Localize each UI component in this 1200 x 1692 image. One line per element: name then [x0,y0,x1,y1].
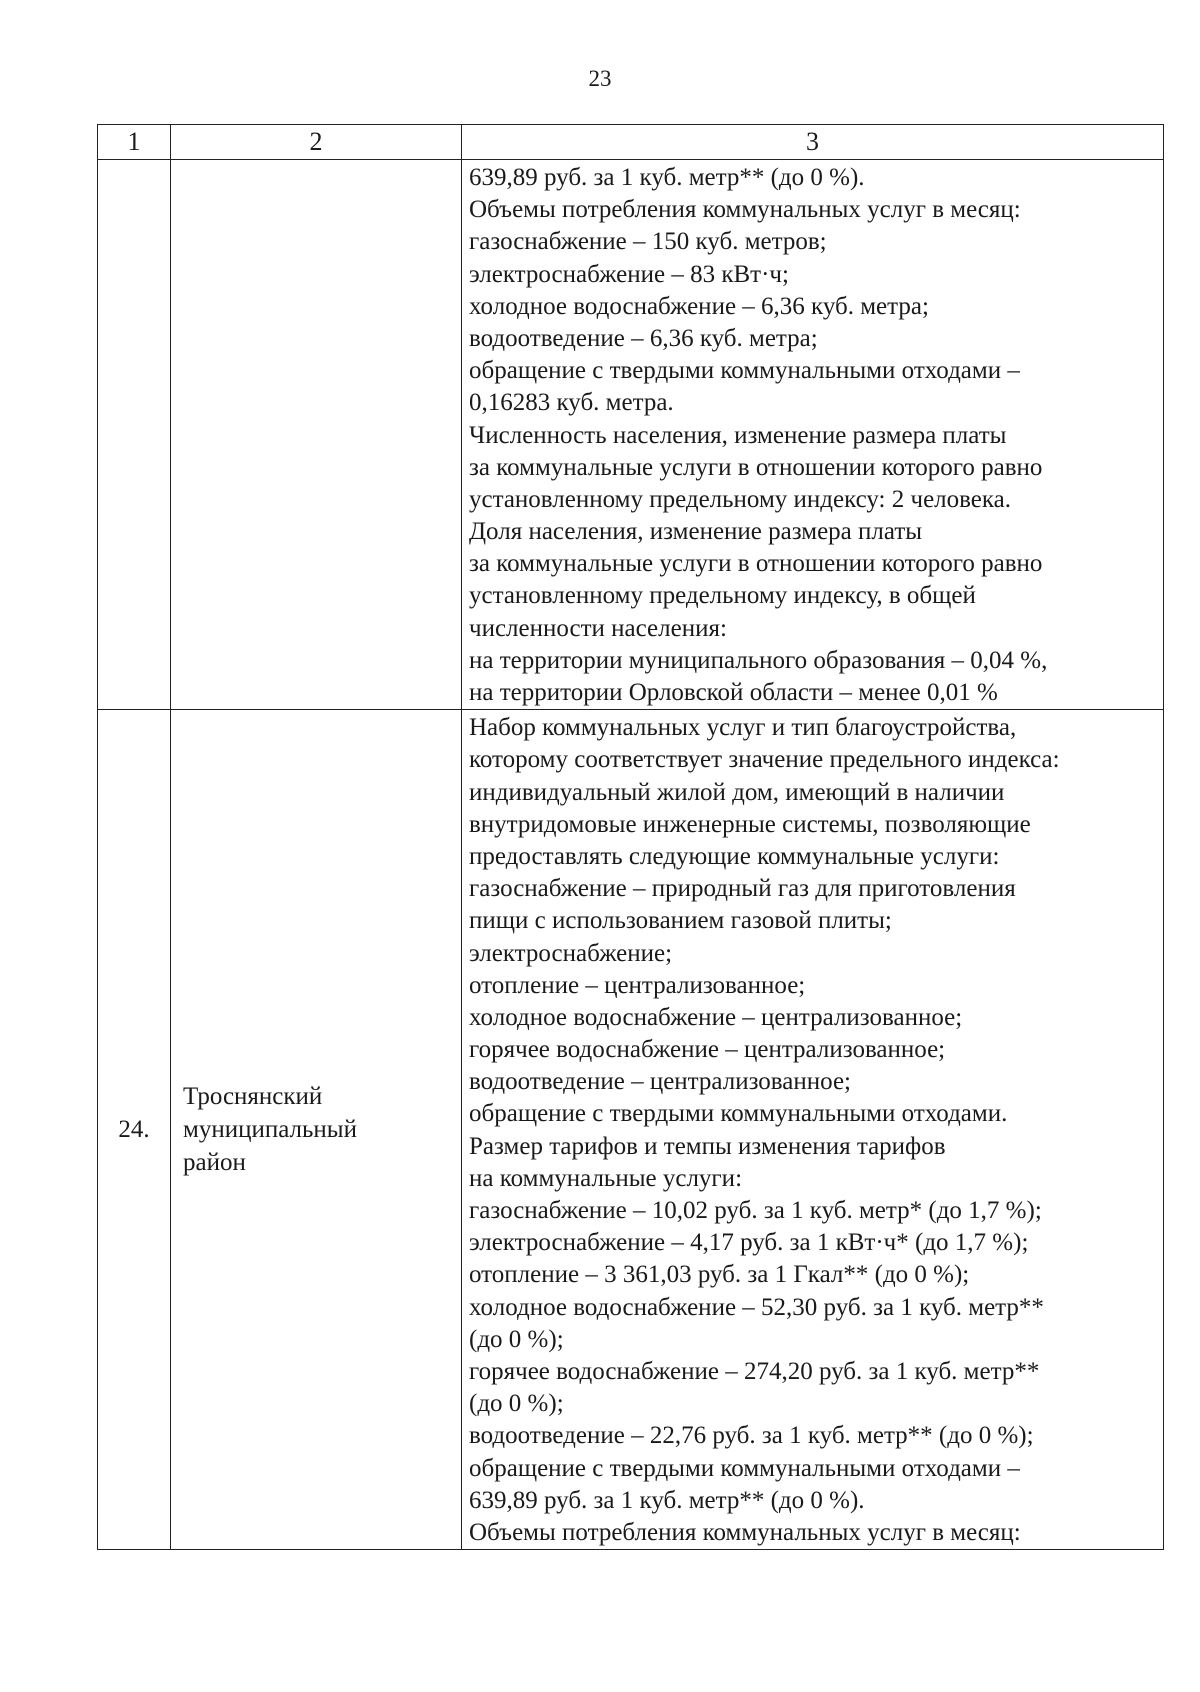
row-number-cell [98,160,171,710]
column-header-1: 1 [98,125,171,160]
text-line: холодное водоснабжение – 52,30 руб. за 1 куб. метр** [469,1293,1044,1321]
column-header-3: 3 [462,125,1164,160]
text-line: (до 0 %); [469,1390,564,1418]
text-line: Объемы потребления коммунальных услуг в месяц: [469,1518,1021,1546]
text-line: Численность населения, изменение размера платы [469,421,1007,449]
municipality-name-line: муниципальный [183,1116,357,1144]
text-line: Размер тарифов и темпы изменения тарифов [469,1132,946,1160]
text-line: за коммунальные услуги в отношении которого равно [469,453,1043,481]
text-line: 0,16283 куб. метра. [469,389,674,417]
text-line: (до 0 %); [469,1325,564,1353]
text-line: холодное водоснабжение – 6,36 куб. метра; [469,292,929,320]
text-line: установленному предельному индексу, в общей [469,582,976,610]
text-line: 639,89 руб. за 1 куб. метр** (до 0 %). [469,1486,865,1514]
table-row-continuation [98,160,1164,710]
text-line: горячее водоснабжение – 274,20 руб. за 1 куб. метр** [469,1357,1040,1385]
tariff-table [97,124,1164,1550]
text-line: внутридомовые инженерные системы, позволяющие [469,810,1031,838]
details-cell [462,710,1164,1550]
text-line: электроснабжение – 4,17 руб. за 1 кВт·ч* (до 1,7 %); [469,1229,1029,1257]
text-line: на коммунальные услуги: [469,1164,743,1192]
text-line: холодное водоснабжение – централизованное; [469,1003,963,1031]
text-line: пищи с использованием газовой плиты; [469,907,892,935]
text-line: на территории Орловской области – менее 0,01 % [469,679,998,706]
text-line: численности населения: [469,614,727,642]
text-line: Доля населения, изменение размера платы [469,518,923,546]
row-number-cell: 24. [98,710,171,1550]
text-line: на территории муниципального образования – 0,04 %, [469,646,1048,674]
text-line: водоотведение – 6,36 куб. метра; [469,324,818,352]
text-line: газоснабжение – 150 куб. метров; [469,228,827,256]
text-line: обращение с твердыми коммунальными отходами – [469,357,1020,385]
text-line: Набор коммунальных услуг и тип благоустройства, [469,714,1017,742]
municipality-name-cell [171,160,462,710]
text-line: установленному предельному индексу: 2 человека. [469,485,1012,513]
text-line: газоснабжение – 10,02 руб. за 1 куб. метр* (до 1,7 %); [469,1197,1042,1224]
column-header-2: 2 [171,125,462,160]
municipality-name-cell [171,710,462,1550]
text-line: водоотведение – 22,76 руб. за 1 куб. метр** (до 0 %); [469,1422,1034,1450]
text-line: за коммунальные услуги в отношении которого равно [469,550,1043,578]
municipality-name-line: Троснянский [183,1083,323,1111]
text-line: газоснабжение – природный газ для приготовления [469,875,1016,903]
text-line: Объемы потребления коммунальных услуг в месяц: [469,196,1021,224]
details-text [469,712,1159,1549]
text-line: предоставлять следующие коммунальные услуги: [469,842,1000,870]
text-line: электроснабжение; [469,939,673,967]
municipality-name-line: район [183,1149,246,1177]
text-line: индивидуальный жилой дом, имеющий в наличии [469,778,1005,806]
text-line: водоотведение – централизованное; [469,1068,851,1096]
text-line: которому соответствует значение предельного индекса: [469,746,1060,774]
details-text [469,162,1159,709]
text-line: 639,89 руб. за 1 куб. метр** (до 0 %). [469,164,865,191]
table-row-24 [98,710,1164,1550]
text-line: отопление – централизованное; [469,971,806,999]
text-line: отопление – 3 361,03 руб. за 1 Гкал** (до 0 %); [469,1261,970,1289]
page-number: 23 [588,66,612,91]
text-line: горячее водоснабжение – централизованное; [469,1036,946,1064]
table-header-row [98,125,1164,160]
details-cell [462,160,1164,710]
text-line: электроснабжение – 83 кВт·ч; [469,260,789,288]
text-line: обращение с твердыми коммунальными отходами. [469,1100,1008,1128]
text-line: обращение с твердыми коммунальными отходами – [469,1454,1020,1482]
